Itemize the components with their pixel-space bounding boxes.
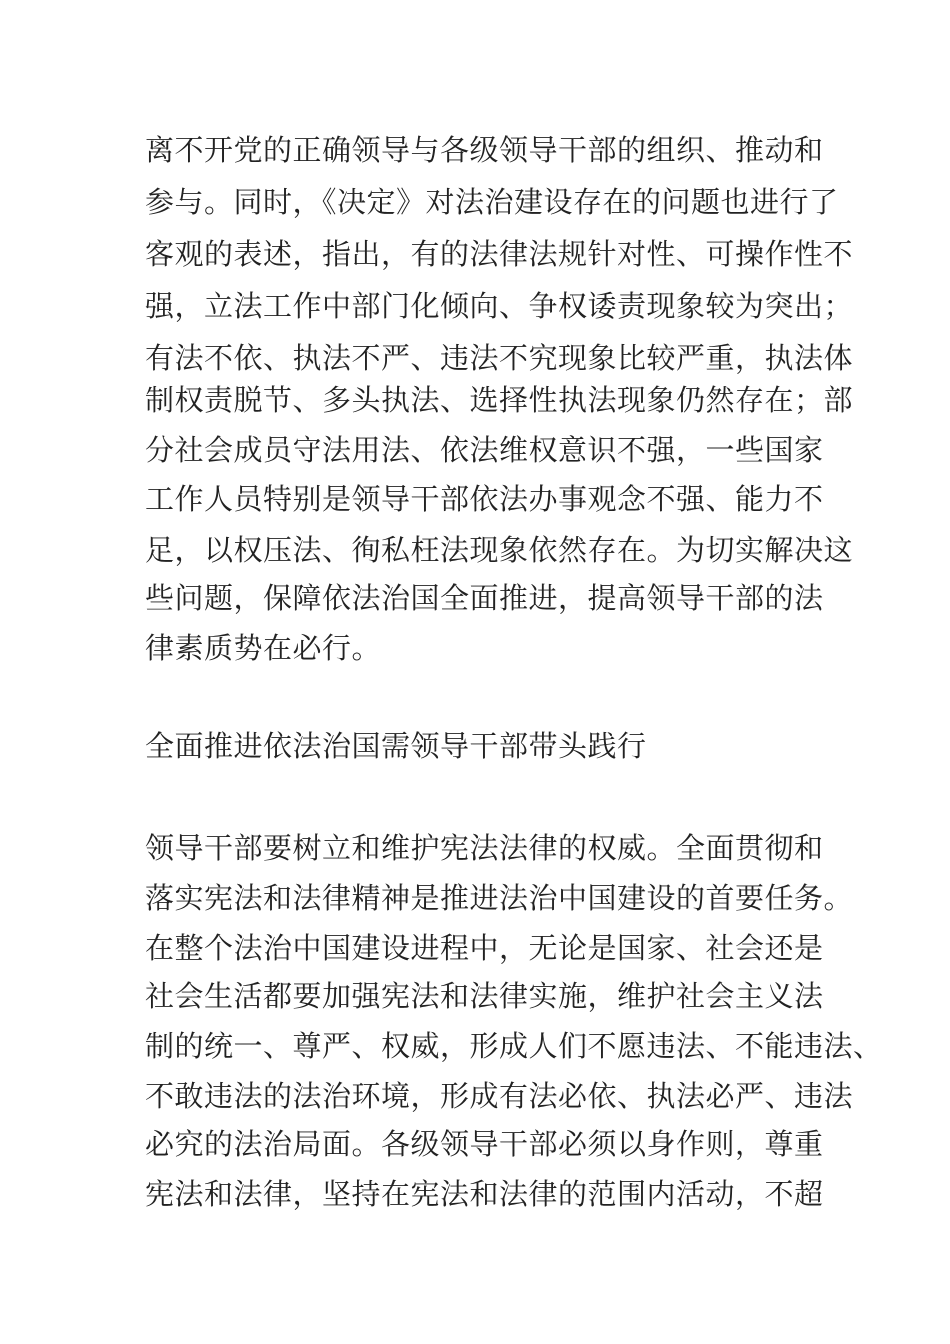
- text-line: 客观的表述，指出，有的法律法规针对性、可操作性不: [145, 237, 854, 271]
- text-line: 工作人员特别是领导干部依法办事观念不强、能力不: [145, 482, 824, 516]
- text-line: 分社会成员守法用法、依法维权意识不强，一些国家: [145, 433, 824, 467]
- text-line: 落实宪法和法律精神是推进法治中国建设的首要任务。: [145, 881, 854, 915]
- text-line: 些问题，保障依法治国全面推进，提高领导干部的法: [145, 581, 824, 615]
- text-line: 制权责脱节、多头执法、选择性执法现象仍然存在；部: [145, 383, 854, 417]
- text-line: 足，以权压法、徇私枉法现象依然存在。为切实解决这: [145, 533, 854, 567]
- section-heading: 全面推进依法治国需领导干部带头践行: [145, 729, 647, 763]
- text-line: 领导干部要树立和维护宪法法律的权威。全面贯彻和: [145, 831, 824, 865]
- text-line: 制的统一、尊严、权威，形成人们不愿违法、不能违法、: [145, 1029, 883, 1063]
- text-line: 律素质势在必行。: [145, 631, 382, 665]
- text-line: 强，立法工作中部门化倾向、争权诿责现象较为突出；: [145, 289, 854, 323]
- text-line: 参与。同时，《决定》对法治建设存在的问题也进行了: [145, 185, 839, 219]
- text-line: 不敢违法的法治环境，形成有法必依、执法必严、违法: [145, 1079, 854, 1113]
- text-line: 有法不依、执法不严、违法不究现象比较严重，执法体: [145, 341, 854, 375]
- text-line: 必究的法治局面。各级领导干部必须以身作则，尊重: [145, 1127, 824, 1161]
- text-line: 离不开党的正确领导与各级领导干部的组织、推动和: [145, 133, 824, 167]
- text-line: 社会生活都要加强宪法和法律实施，维护社会主义法: [145, 979, 824, 1013]
- text-line: 在整个法治中国建设进程中，无论是国家、社会还是: [145, 931, 824, 965]
- text-line: 宪法和法律，坚持在宪法和法律的范围内活动，不超: [145, 1177, 824, 1211]
